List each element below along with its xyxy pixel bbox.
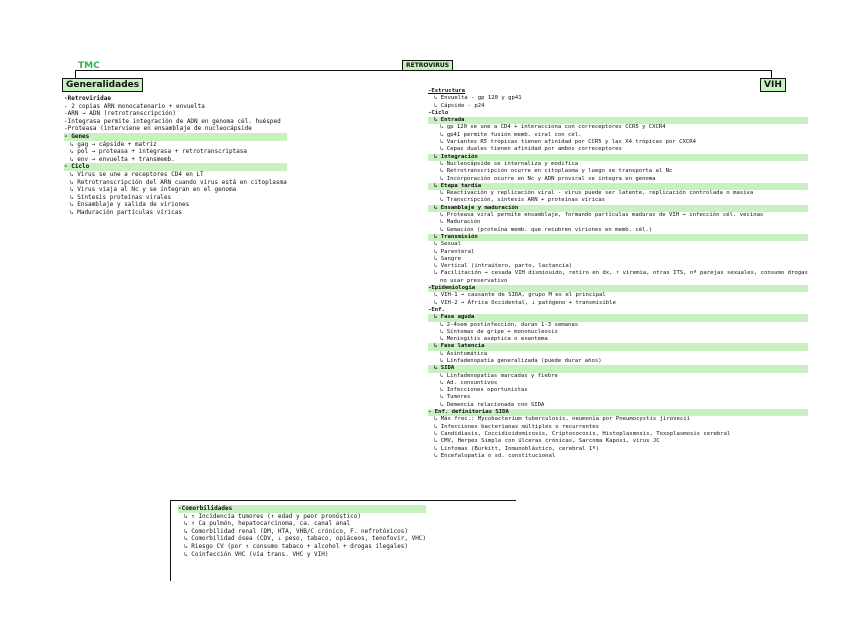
note-line: ↳ Virus viaja al Nc y se integran en el genoma xyxy=(70,186,237,194)
note-line: ↳ Comorbilidad renal (DM, HTA, VHB/C crónico, F. nefrotóxicos) xyxy=(184,527,408,535)
note-line: ↳ Transmisión xyxy=(428,234,808,241)
note-line: ↳ Retrotranscripción del ARN cuando virus está en citoplasma xyxy=(70,178,287,186)
note-line: - Ciclo xyxy=(64,163,287,171)
note-line: ↳ Virus se une a receptores CD4 en LT xyxy=(70,170,204,178)
note-line: -Retroviridae xyxy=(64,95,111,102)
note-line: ↳ Entrada xyxy=(428,117,808,124)
note-line: ↳ Cepas duales tienen afinidad por ambos correceptores xyxy=(440,146,622,153)
note-line: ↳ Síntesis proteínas virales xyxy=(70,193,172,201)
note-line: ↳ Sangre xyxy=(434,255,461,262)
note-line: ↳ Retrotranscripción ocurre en citoplasma y luego se transporta al Nc xyxy=(440,168,673,175)
note-line: ↳ VIH-1 → causante de SIDA, grupo M es el principal xyxy=(434,292,606,299)
note-line: ↳ Ensamblaje y salida de viriones xyxy=(70,201,190,209)
note-line: ↳ 2-4sem postinfección, duran 1-3 semanas xyxy=(440,321,579,328)
note-line: ↳ Tumores xyxy=(440,394,471,401)
note-line: ↳ Transcripción, síntesis ARN + proteínas víricas xyxy=(440,197,606,204)
note-line: ↳ Linfadenopatía generalizada (puede durar años) xyxy=(440,357,602,364)
note-line: ↳ Nucleocápside se internaliza y modifica xyxy=(440,160,579,167)
note-line: ↳ Incorporación ocurre en Nc y ADN proviral se integra en genoma xyxy=(440,175,656,182)
note-line: ↳ Infecciones bacterianas múltiples o recurrentes xyxy=(434,423,600,430)
note-line: ↳ Síntomas de gripe + mononucleosis xyxy=(440,328,558,335)
note-line: ↳ Linfadenopatías marcadas y fiebre xyxy=(440,372,558,379)
left-branch-tick xyxy=(75,70,76,78)
note-line: -Ciclo xyxy=(428,109,449,116)
retrovirus-label: RETROVIRUS xyxy=(402,60,453,71)
note-line: ↳ Demencia relacionada con SIDA xyxy=(440,401,545,408)
right-notes xyxy=(428,88,808,460)
note-line: ↳ Integración xyxy=(428,154,808,161)
note-line: ↳ Parenteral xyxy=(434,248,475,255)
note-line: ↳ Más frec.: Mycobacterium tuberculosis, neumonía por Pneumocystis jirovecii xyxy=(434,416,690,423)
note-line: - Genes xyxy=(64,133,287,141)
note-line: ↳ Sexual xyxy=(434,241,461,248)
note-line: ↳ pol → proteasa + integrasa + retrotranscriptasa xyxy=(70,148,248,156)
note-line: ↳ Candidiasis, Coccidioidomicosis, Criptococosis, Histoplasmosis, Toxoplasmosis cerebral xyxy=(434,430,731,437)
note-line: ↳ Encefalopatía o sd. constitucional xyxy=(434,452,556,459)
note-line: ↳ Cápside - p24 xyxy=(434,102,485,109)
generalidades-title: Generalidades xyxy=(62,78,143,92)
note-line: ↳ Linfomas (Burkitt, Inmunoblástico, cerebral 1º) xyxy=(434,445,600,452)
note-line: ↳ Variantes R5 trópicas tienen afinidad por CCR5 y las X4 trópicas por CXCR4 xyxy=(440,139,696,146)
vih-title: VIH xyxy=(760,78,786,92)
note-line: ↳ gp41 permite fusión memb. viral con cél. xyxy=(440,131,582,138)
note-line: ↳ Facilitación → cesada VIH disminuido, retiro en dx, ↑ viremia, otras ITS, nº parejas sexuales, consumo drogas xyxy=(434,270,808,277)
note-line: ↳ Gemación (proteína memb. que recubren viriones en memb. cél.) xyxy=(440,226,653,233)
note-line: ↳ VIH-2 → África Occidental, ↓ patógeno + transmisible xyxy=(434,299,616,306)
note-line: ↳ Asintomática xyxy=(440,350,488,357)
note-line: -Enf. xyxy=(428,306,445,313)
note-line: -Epidemiología xyxy=(428,285,808,292)
note-line: -Estructura xyxy=(428,88,466,94)
note-line: ↳ Envuelta - gp 120 y gp41 xyxy=(434,95,522,102)
note-line: -Proteasa (interviene en ensamblaje de nucleocápside xyxy=(64,125,252,133)
note-line: ↳ gp 120 se une a CD4 + interacciona con correceptores CCR5 y CXCR4 xyxy=(440,124,666,131)
note-line: -ARN → ADN (retrotranscripción) xyxy=(64,110,176,118)
note-line: ↳ Fase latencia xyxy=(428,343,808,350)
note-line: ↳ Ad. consuntivos xyxy=(440,379,498,386)
note-line: ↳ Reactivación y replicación viral - virus puede ser latente, replicación controlada o masiva xyxy=(440,190,754,197)
note-line: ↳ Proteasa viral permite ensamblaje, formando partículas maduras de VIH → infección cél. vecinas xyxy=(440,212,764,219)
note-line: ↳ Fase aguda xyxy=(428,314,808,321)
note-line: ↳ Comorbilidad ósea (CDV, ↓ peso, tabaco, opiáceos, tenofovir, VHC) xyxy=(184,535,427,543)
note-line: ↳ Infecciones oportunistas xyxy=(440,387,528,394)
note-line: ↳ Riesgo CV (por ↑ consumo tabaco + alcohol + drogas ilegales) xyxy=(184,542,408,550)
note-line: ↳ Meningitis aséptica o exantema xyxy=(440,336,548,343)
note-line: ↳ Etapa tardía xyxy=(428,183,808,190)
note-line: -Comorbilidades xyxy=(178,505,426,513)
note-line: ↳ Ensamblaje y maduración xyxy=(428,205,808,212)
note-line: ↳ CMV, Herpes Simple con úlceras crónicas, Sarcoma Kaposi, virus JC xyxy=(434,438,660,445)
note-line: ↳ Coinfección VHC (vía trans. VHC y VIH) xyxy=(184,550,329,558)
note-line: - Enf. definitorias SIDA xyxy=(428,409,808,416)
note-line: - 2 copias ARN monocatenario + envuelta xyxy=(64,102,205,110)
note-line: -Integrasa permite integración de ADN en genoma cél. huésped xyxy=(64,117,281,125)
note-line: ↳ ↑ Ca pulmón, hepatocarcinoma, ca. canal anal xyxy=(184,520,351,528)
note-line: ↳ gag → cápside + matriz xyxy=(70,140,157,148)
note-line: ↳ Maduración xyxy=(440,219,481,226)
right-branch-tick xyxy=(771,70,772,78)
note-line: no usar preservativo xyxy=(440,277,508,284)
note-line: ↳ env → envuelta + transmemb. xyxy=(70,155,175,163)
left-notes xyxy=(64,95,287,217)
comorbidities-notes xyxy=(178,505,426,558)
note-line: ↳ SIDA xyxy=(428,365,808,372)
note-line: ↳ Maduración partículas víricas xyxy=(70,208,182,216)
note-line: ↳ Vertical (intraútero, parto, lactancia) xyxy=(434,263,573,270)
note-line: ↳ ↑ Incidencia tumores (↑ edad y peor pronóstico) xyxy=(184,512,362,520)
tmc-tag: TMC xyxy=(78,61,100,71)
